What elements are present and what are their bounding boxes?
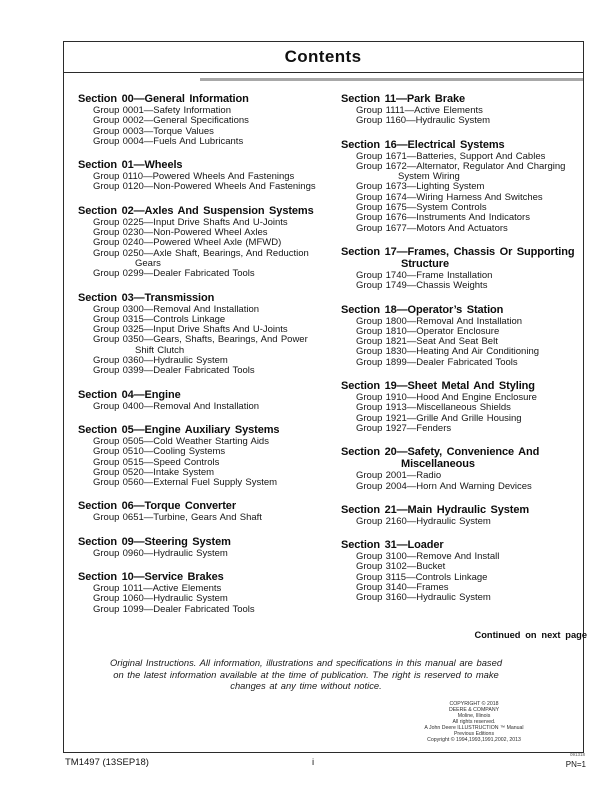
footer-pn-number: PN=1 [565,760,586,769]
toc-group-entry: Group 0325—Input Drive Shafts And U-Joints [93,324,288,336]
toc-section-title: Structure [401,257,449,270]
toc-section-title: Section 16—Electrical Systems [341,138,505,151]
continued-on-next-page-label: Continued on next page [474,629,587,640]
toc-group-entry: Group 3100—Remove And Install [356,551,500,563]
toc-group-entry: Group 1675—System Controls [356,202,487,214]
toc-section-title: Section 21—Main Hydraulic System [341,503,530,516]
toc-group-entry: Group 1677—Motors And Actuators [356,222,508,234]
toc-section-title: Section 18—Operator’s Station [341,303,504,316]
toc-section [341,304,591,368]
page-title: Contents [284,47,362,66]
toc-group-entry: Group 1913—Miscellaneous Shields [356,402,511,414]
toc-section [78,159,330,193]
toc-group-list [78,584,330,615]
toc-group-entry: Group 0315—Controls Linkage [93,313,226,325]
copyright-line: Copyright © 1994,1993,1991,2002, 2013 [427,737,521,743]
toc-group-entry: Group 1060—Hydraulic System [93,593,228,605]
copyright-block [398,701,550,743]
toc-group-entry: Group 1821—Seat And Seat Belt [356,336,498,348]
toc-section-title: Section 00—General Information [78,93,249,105]
toc-group-list [78,172,330,193]
toc-group-entry: Group 0001—Safety Information [93,105,231,116]
toc-group-entry: Group 0400—Removal And Installation [93,400,260,412]
toc-group-list [341,106,591,127]
toc-column-left [78,93,330,615]
toc-group-entry: Group 1899—Dealer Fabricated Tools [356,356,518,368]
toc-group-entry: Group 1830—Heating And Air Conditioning [356,346,540,358]
toc-section-title: Section 06—Torque Converter [78,500,236,513]
toc-group-entry: Group 0515—Speed Controls [93,456,220,468]
toc-section [78,292,330,377]
toc-group-entry: Group 1927—Fenders [356,422,452,434]
toc-group-entry: Group 0230—Non-Powered Wheel Axles [93,227,268,239]
toc-group-entry: Group 1671—Batteries, Support And Cables [356,150,546,162]
toc-group-entry: Group 2001—Radio [356,470,442,482]
toc-section [78,389,330,412]
toc-group-list [341,517,591,527]
toc-group-entry: Group 2004—Horn And Warning Devices [356,480,532,492]
copyright-line: A John Deere ILLUSTRUCTION ™ Manual [424,725,524,731]
toc-group-entry: Group 1011—Active Elements [93,583,222,595]
toc-group-entry: Group 0004—Fuels And Lubricants [93,135,244,147]
toc-group-entry: Group 3115—Controls Linkage [356,571,488,583]
toc-group-list [341,271,591,292]
toc-section-title: Section 31—Loader [341,539,444,552]
toc-section-title: Miscellaneous [401,458,475,471]
toc-group-entry: Group 0120—Non-Powered Wheels And Fastenings [93,181,316,193]
toc-group-entry: Group 3160—Hydraulic System [356,592,491,604]
toc-group-entry: Group 1749—Chassis Weights [356,280,488,292]
toc-group-entry: Group 0300—Removal And Installation [93,303,260,315]
toc-section-title: Section 03—Transmission [78,291,215,304]
toc-group-entry: Group 1921—Grille And Grille Housing [356,412,522,424]
toc-column-right [341,93,591,640]
toc-section-title: Section 20—Safety, Convenience And [341,446,540,459]
toc-group-entry: Group 0299—Dealer Fabricated Tools [93,268,255,280]
copyright-line: Moline, Illinois [457,713,491,719]
copyright-line: DEERE & COMPANY [448,707,500,713]
toc-group-entry: Group 1676—Instruments And Indicators [356,212,530,224]
toc-group-entry: Group 0520—Intake System [93,466,215,478]
toc-section [341,446,591,492]
toc-group-entry: Group 1099—Dealer Fabricated Tools [93,603,255,615]
toc-group-entry: Group 3140—Frames [356,582,449,594]
toc-section-title: Section 19—Sheet Metal And Styling [341,380,535,393]
toc-group-entry: Group 0002—General Specifications [93,115,249,127]
toc-section [78,500,330,523]
toc-section [341,539,591,603]
toc-group-list [78,437,330,488]
toc-section [341,380,591,434]
toc-section-title: Section 01—Wheels [78,159,183,172]
toc-group-entry: Group 1910—Hood And Engine Enclosure [356,392,537,404]
toc-group-entry: Gears [135,257,161,269]
toc-group-list [78,549,330,559]
toc-group-entry: Group 1673—Lighting System [356,181,485,193]
toc-group-entry: System Wiring [398,171,460,183]
toc-group-list [78,402,330,412]
left-border-rule [63,41,64,753]
footer-print-code: 091318 [569,752,585,757]
toc-section [341,246,591,292]
toc-group-list [341,152,591,234]
toc-group-entry: Group 1810—Operator Enclosure [356,325,500,337]
toc-group-entry: Group 1740—Frame Installation [356,269,493,281]
top-rule [63,41,583,42]
toc-section-title: Section 09—Steering System [78,535,231,548]
toc-section [78,205,330,280]
toc-group-entry: Group 1111—Active Elements [356,105,483,116]
toc-group-entry: Group 0510—Cooling Systems [93,446,226,458]
copyright-line: All rights reserved. [452,719,496,725]
toc-group-entry: Group 1160—Hydraulic System [356,115,491,127]
toc-group-entry: Group 0225—Input Drive Shafts And U-Joints [93,216,288,228]
toc-section [78,93,330,147]
toc-group-entry: Group 0240—Powered Wheel Axle (MFWD) [93,237,282,249]
toc-group-entry: Group 1672—Alternator, Regulator And Charging [356,160,566,172]
toc-group-list [341,317,591,368]
toc-group-list [78,218,330,280]
toc-group-entry: Group 3102—Bucket [356,561,446,573]
toc-section [78,424,330,488]
copyright-line: Previous Editions [453,731,495,737]
toc-group-entry: Group 0110—Powered Wheels And Fastenings [93,171,295,183]
toc-section-title: Section 10—Service Brakes [78,571,224,584]
toc-section-title: Section 02—Axles And Suspension Systems [78,204,314,217]
toc-group-entry: Group 0360—Hydraulic System [93,355,228,367]
toc-section-title: Section 17—Frames, Chassis Or Supporting [341,245,575,258]
toc-group-list [78,513,330,523]
toc-group-list [78,106,330,147]
toc-section [341,504,591,527]
toc-section [78,536,330,559]
toc-group-entry: Group 0003—Torque Values [93,125,214,137]
toc-section [341,139,591,234]
toc-group-entry: Shift Clutch [135,344,185,356]
toc-section [78,571,330,615]
toc-group-list [78,305,330,377]
toc-group-entry: Group 0350—Gears, Shafts, Bearings, And Power [93,334,308,346]
footer-rule [63,752,583,753]
toc-group-list [341,471,591,492]
title-underline-rule [63,72,583,73]
toc-group-entry: Group 0651—Turbine, Gears And Shaft [93,512,262,524]
original-instructions-notice: Original Instructions. All information, illustrations and specifications in this manual are based on the latest information available at the time of publication. The right is reserved to make changes at any time without notice. [109,657,503,691]
footer-page-number: i [311,757,315,768]
title-shadow-rule [200,78,583,81]
toc-group-entry: Group 0560—External Fuel Supply System [93,477,278,489]
toc-group-entry: Group 0250—Axle Shaft, Bearings, And Reduction [93,247,309,259]
toc-section-title: Section 05—Engine Auxiliary Systems [78,423,280,436]
toc-group-entry: Group 1674—Wiring Harness And Switches [356,191,543,203]
toc-group-entry: Group 2160—Hydraulic System [356,515,491,527]
toc-group-entry: Group 0960—Hydraulic System [93,547,228,559]
toc-group-list [341,552,591,603]
toc-section-title: Section 04—Engine [78,388,181,401]
toc-section [341,93,591,127]
footer-manual-number: TM1497 (13SEP18) [65,757,149,768]
toc-section-title: Section 11—Park Brake [341,93,466,105]
toc-group-entry: Group 0399—Dealer Fabricated Tools [93,365,255,377]
toc-group-entry: Group 1800—Removal And Installation [356,315,523,327]
toc-group-list [341,393,591,434]
toc-group-entry: Group 0505—Cold Weather Starting Aids [93,435,269,447]
copyright-line: COPYRIGHT © 2018 [449,701,499,707]
